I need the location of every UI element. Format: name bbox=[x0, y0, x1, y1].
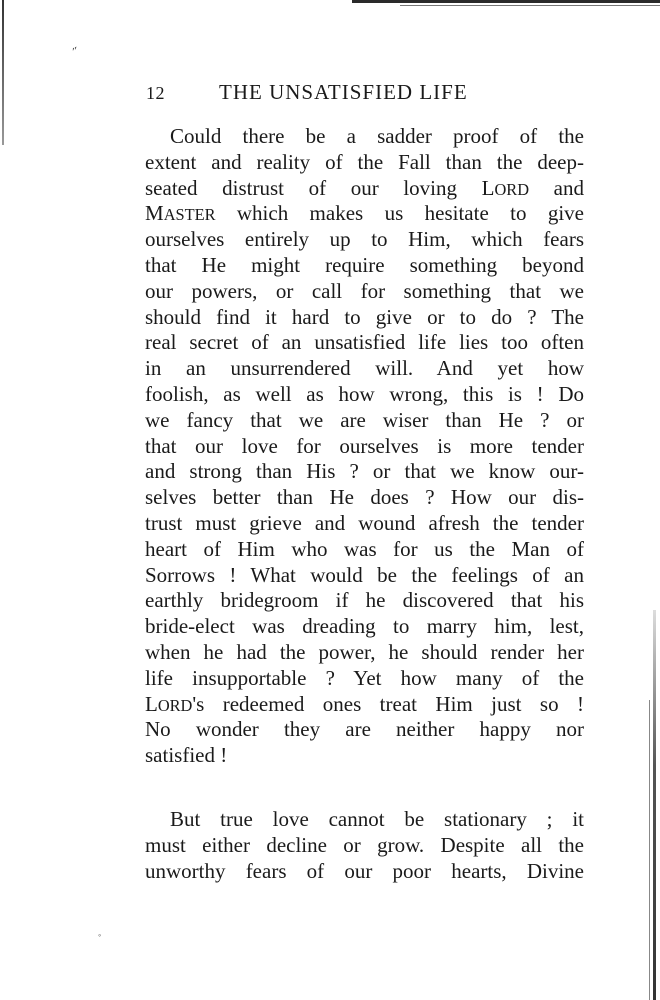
text-line: when he had the power, he should render her bbox=[145, 639, 584, 664]
text-line: ourselves entirely up to Him, which fears bbox=[145, 227, 584, 252]
text-line: we fancy that we are wiser than He ? or bbox=[145, 407, 584, 432]
text-line: should find it hard to give or to do ? The bbox=[145, 304, 584, 329]
text-line: No wonder they are neither happy nor bbox=[145, 717, 584, 742]
text-line: satisfied ! bbox=[145, 743, 228, 768]
text-line: extent and reality of the Fall than the deep- bbox=[145, 149, 584, 174]
text-line: But true love cannot be stationary ; it bbox=[170, 806, 584, 831]
text-line: real secret of an unsatisfied life lies too often bbox=[145, 330, 584, 355]
text-line: that our love for ourselves is more tender bbox=[145, 433, 584, 458]
text-line: our powers, or call for something that we bbox=[145, 278, 584, 303]
text-line: selves better than He does ? How our dis- bbox=[145, 485, 584, 510]
scan-speck: ◦ bbox=[98, 930, 102, 940]
text-line: MASTER which makes us hesitate to give bbox=[145, 201, 584, 226]
text-line: unworthy fears of our poor hearts, Divine bbox=[145, 858, 584, 883]
scan-edge-right bbox=[653, 610, 656, 1000]
scan-edge-top bbox=[352, 0, 660, 3]
text-line: in an unsurrendered will. And yet how bbox=[145, 356, 584, 381]
text-line: must either decline or grow. Despite all the bbox=[145, 832, 584, 857]
text-line: seated distrust of our loving LORD and bbox=[145, 175, 584, 200]
text-line: heart of Him who was for us the Man of bbox=[145, 536, 584, 561]
text-line: that He might require something beyond bbox=[145, 252, 584, 277]
page-number: 12 bbox=[146, 83, 165, 103]
book-title: THE UNSATISFIED LIFE bbox=[219, 80, 468, 104]
text-line: Could there be a sadder proof of the bbox=[170, 124, 584, 148]
scan-speck: ˶ bbox=[68, 39, 80, 56]
text-line: earthly bridegroom if he discovered that his bbox=[145, 588, 584, 613]
text-line: bride-elect was dreading to marry him, lest, bbox=[145, 614, 584, 639]
paragraph bbox=[145, 807, 584, 884]
text-line: foolish, as well as how wrong, this is ! Do bbox=[145, 381, 584, 406]
text-line: LORD's redeemed ones treat Him just so ! bbox=[145, 691, 584, 716]
running-head bbox=[146, 80, 586, 110]
body-text bbox=[145, 124, 584, 884]
paragraph-gap bbox=[145, 769, 584, 807]
text-line: trust must grieve and wound afresh the tender bbox=[145, 510, 584, 535]
text-line: Sorrows ! What would be the feelings of an bbox=[145, 562, 584, 587]
text-line: and strong than His ? or that we know our- bbox=[145, 459, 584, 484]
scan-edge-left bbox=[2, 0, 4, 145]
text-line: life insupportable ? Yet how many of the bbox=[145, 665, 584, 690]
paragraph bbox=[145, 124, 584, 769]
scan-edge-right-line bbox=[649, 700, 650, 1000]
scan-edge-top-line bbox=[400, 5, 660, 6]
